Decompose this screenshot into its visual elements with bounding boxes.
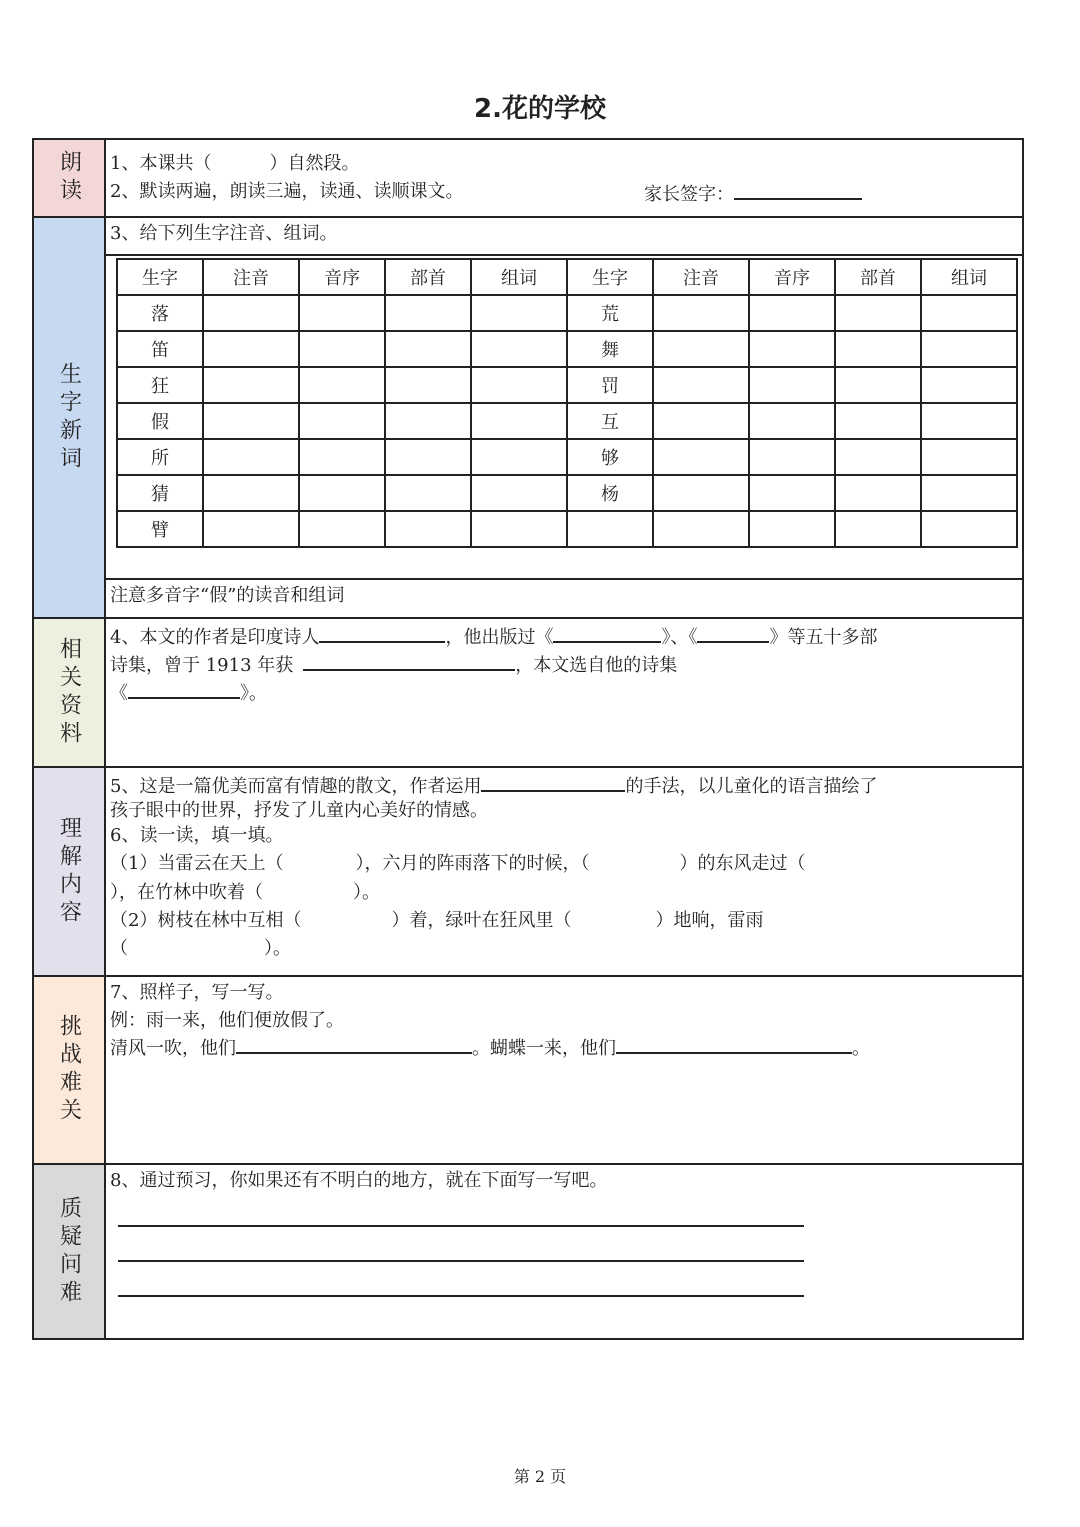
label-shengzi-text: 生字新词 bbox=[56, 361, 82, 474]
answer-cell[interactable] bbox=[299, 367, 385, 403]
answer-cell[interactable] bbox=[835, 331, 921, 367]
answer-cell[interactable] bbox=[749, 403, 835, 439]
header-cell: 生字 bbox=[117, 259, 203, 295]
char-cell: 狂 bbox=[117, 367, 203, 403]
label-zhiyi-text: 质疑问难 bbox=[56, 1195, 82, 1308]
table-row bbox=[117, 475, 1017, 511]
section-langdu bbox=[34, 140, 1022, 218]
answer-cell[interactable] bbox=[835, 439, 921, 475]
question-line-1[interactable] bbox=[118, 1225, 804, 1227]
table-header-row bbox=[117, 259, 1017, 295]
label-tiaozhan-text: 挑战难关 bbox=[56, 1014, 82, 1126]
answer-cell[interactable] bbox=[471, 403, 567, 439]
answer-cell[interactable] bbox=[653, 511, 749, 547]
langdu-line2 bbox=[110, 180, 463, 204]
lijie-l6-b: ）着，绿叶在狂风里（ bbox=[391, 910, 572, 931]
ziliao-l1-d: 》等五十多部 bbox=[769, 627, 878, 648]
tiaozhan-example: 例：雨一来，他们便放假了。 bbox=[110, 1010, 344, 1031]
content-zhiyi bbox=[106, 1165, 1022, 1338]
ziliao-l1-a: 4、本文的作者是印度诗人 bbox=[110, 627, 320, 648]
parent-sign-label: 家长签字： bbox=[644, 184, 734, 205]
content-shengzi bbox=[106, 218, 1022, 617]
label-langdu bbox=[34, 140, 106, 216]
lijie-l6-c: ）地响，雷雨 bbox=[655, 910, 764, 931]
char-cell: 罚 bbox=[567, 367, 653, 403]
langdu-line2-text: 2、默读两遍，朗读三遍，读通、读顺课文。 bbox=[110, 181, 464, 202]
answer-cell[interactable] bbox=[299, 331, 385, 367]
ziliao-l1-b: ，他出版过《 bbox=[445, 627, 554, 648]
lijie-line4 bbox=[110, 852, 805, 876]
lijie-line6 bbox=[110, 909, 763, 933]
question-line-3[interactable] bbox=[118, 1295, 804, 1297]
lijie-l4-a: （1）当雷云在天上（ bbox=[110, 853, 284, 874]
ziliao-line1 bbox=[110, 623, 877, 650]
section-shengzi bbox=[34, 218, 1022, 619]
question-line-2[interactable] bbox=[118, 1260, 804, 1262]
table-row bbox=[117, 511, 1017, 547]
answer-cell[interactable] bbox=[385, 403, 471, 439]
answer-cell[interactable] bbox=[299, 403, 385, 439]
content-ziliao bbox=[106, 619, 1022, 766]
label-zhiyi bbox=[34, 1165, 106, 1338]
shengzi-instruction: 3、给下列生字注音、组词。 bbox=[110, 223, 338, 244]
answer-cell[interactable] bbox=[203, 511, 299, 547]
lijie-line1 bbox=[110, 772, 877, 799]
header-cell: 音序 bbox=[749, 259, 835, 295]
char-cell: 杨 bbox=[567, 475, 653, 511]
ziliao-l2-a: 诗集，曾于 1913 年获 bbox=[110, 655, 294, 676]
section-ziliao bbox=[34, 619, 1022, 768]
header-cell: 部首 bbox=[385, 259, 471, 295]
answer-cell[interactable] bbox=[749, 295, 835, 331]
answer-cell[interactable] bbox=[385, 475, 471, 511]
answer-cell[interactable] bbox=[921, 439, 1017, 475]
section-lijie bbox=[34, 768, 1022, 977]
answer-cell[interactable] bbox=[471, 367, 567, 403]
tiaozhan-line1: 7、照样子，写一写。 bbox=[110, 982, 284, 1003]
char-cell: 猜 bbox=[117, 475, 203, 511]
ziliao-l1-c: 》、《 bbox=[661, 627, 698, 648]
header-cell: 组词 bbox=[921, 259, 1017, 295]
prize-line[interactable] bbox=[303, 651, 515, 671]
answer-cell[interactable] bbox=[653, 367, 749, 403]
header-cell: 组词 bbox=[471, 259, 567, 295]
tiaozhan-l3-c: 。 bbox=[852, 1038, 870, 1059]
answer-cell[interactable] bbox=[921, 475, 1017, 511]
char-cell bbox=[567, 511, 653, 547]
answer-cell[interactable] bbox=[299, 439, 385, 475]
answer-cell[interactable] bbox=[385, 511, 471, 547]
content-lijie bbox=[106, 768, 1022, 975]
char-cell: 臂 bbox=[117, 511, 203, 547]
answer-cell[interactable] bbox=[299, 295, 385, 331]
book1-line[interactable] bbox=[553, 623, 661, 643]
answer-cell[interactable] bbox=[749, 367, 835, 403]
polyphone-note: 注意多音字“假”的读音和组词 bbox=[110, 585, 345, 606]
collection-line[interactable] bbox=[128, 679, 240, 699]
table-row bbox=[117, 439, 1017, 475]
answer-cell[interactable] bbox=[749, 511, 835, 547]
answer-cell[interactable] bbox=[299, 511, 385, 547]
label-ziliao-text: 相关资料 bbox=[56, 636, 82, 749]
worksheet bbox=[32, 138, 1024, 1340]
parent-sign bbox=[644, 180, 862, 207]
page-title: 2.花的学校 bbox=[474, 94, 606, 124]
langdu-line1-a: 1、本课共（ bbox=[110, 153, 212, 174]
lijie-l1-a: 5、这是一篇优美而富有情趣的散文，作者运用 bbox=[110, 776, 482, 797]
instruction-divider bbox=[106, 254, 1022, 256]
lijie-line2: 孩子眼中的世界，抒发了儿童内心美好的情感。 bbox=[110, 800, 488, 821]
sentence-line-2[interactable] bbox=[616, 1034, 852, 1054]
label-ziliao bbox=[34, 619, 106, 766]
note-divider bbox=[106, 578, 1022, 580]
answer-cell[interactable] bbox=[921, 511, 1017, 547]
table-row bbox=[117, 331, 1017, 367]
answer-cell[interactable] bbox=[385, 331, 471, 367]
langdu-line1-b: ）自然段。 bbox=[269, 153, 360, 174]
answer-cell[interactable] bbox=[653, 403, 749, 439]
answer-cell[interactable] bbox=[835, 403, 921, 439]
lijie-l7-b: ）。 bbox=[264, 938, 291, 959]
lijie-line7 bbox=[110, 937, 291, 961]
table-row bbox=[117, 367, 1017, 403]
ziliao-l2-b: ，本文选自他的诗集 bbox=[515, 655, 678, 676]
answer-cell[interactable] bbox=[299, 475, 385, 511]
answer-cell[interactable] bbox=[921, 331, 1017, 367]
answer-cell[interactable] bbox=[749, 331, 835, 367]
label-langdu-text: 朗读 bbox=[56, 150, 82, 206]
label-lijie bbox=[34, 768, 106, 975]
lijie-line5 bbox=[110, 881, 380, 905]
table-row bbox=[117, 403, 1017, 439]
answer-cell[interactable] bbox=[749, 439, 835, 475]
answer-cell[interactable] bbox=[835, 511, 921, 547]
answer-cell[interactable] bbox=[653, 295, 749, 331]
answer-cell[interactable] bbox=[835, 367, 921, 403]
answer-cell[interactable] bbox=[653, 331, 749, 367]
char-cell: 落 bbox=[117, 295, 203, 331]
header-cell: 注音 bbox=[203, 259, 299, 295]
table-row bbox=[117, 295, 1017, 331]
label-shengzi bbox=[34, 218, 106, 617]
answer-cell[interactable] bbox=[749, 475, 835, 511]
char-cell: 互 bbox=[567, 403, 653, 439]
header-cell: 生字 bbox=[567, 259, 653, 295]
answer-cell[interactable] bbox=[471, 331, 567, 367]
answer-cell[interactable] bbox=[385, 295, 471, 331]
char-cell: 所 bbox=[117, 439, 203, 475]
langdu-line1 bbox=[110, 152, 359, 176]
book2-line[interactable] bbox=[697, 623, 769, 643]
answer-cell[interactable] bbox=[203, 331, 299, 367]
answer-cell[interactable] bbox=[921, 403, 1017, 439]
ziliao-line2 bbox=[110, 651, 677, 678]
tiaozhan-line3 bbox=[110, 1034, 870, 1061]
ziliao-l3-b: 》。 bbox=[240, 683, 267, 704]
zhiyi-line1: 8、通过预习，你如果还有不明白的地方，就在下面写一写吧。 bbox=[110, 1170, 608, 1191]
answer-cell[interactable] bbox=[203, 475, 299, 511]
char-cell: 假 bbox=[117, 403, 203, 439]
answer-cell[interactable] bbox=[385, 439, 471, 475]
answer-cell[interactable] bbox=[653, 439, 749, 475]
answer-cell[interactable] bbox=[835, 295, 921, 331]
ziliao-l3-a: 《 bbox=[110, 683, 128, 704]
header-cell: 注音 bbox=[653, 259, 749, 295]
lijie-l7-a: （ bbox=[110, 938, 128, 959]
lijie-l4-c: ）的东风走过（ bbox=[679, 853, 806, 874]
answer-cell[interactable] bbox=[471, 511, 567, 547]
label-lijie-text: 理解内容 bbox=[56, 815, 82, 928]
header-cell: 部首 bbox=[835, 259, 921, 295]
lijie-l5-b: ）。 bbox=[353, 882, 380, 903]
tiaozhan-l3-b: 。蝴蝶一来，他们 bbox=[472, 1038, 616, 1059]
section-zhiyi bbox=[34, 1165, 1022, 1338]
ziliao-line3 bbox=[110, 679, 267, 706]
content-tiaozhan bbox=[106, 977, 1022, 1163]
answer-cell[interactable] bbox=[471, 475, 567, 511]
lijie-l4-b: ），六月的阵雨落下的时候，（ bbox=[355, 853, 590, 874]
answer-cell[interactable] bbox=[921, 295, 1017, 331]
section-tiaozhan bbox=[34, 977, 1022, 1165]
tiaozhan-l3-a: 清风一吹，他们 bbox=[110, 1038, 236, 1059]
answer-cell[interactable] bbox=[471, 295, 567, 331]
char-cell: 够 bbox=[567, 439, 653, 475]
label-tiaozhan bbox=[34, 977, 106, 1163]
header-cell: 音序 bbox=[299, 259, 385, 295]
lijie-l5-a: ），在竹林中吹着（ bbox=[110, 882, 263, 903]
answer-cell[interactable] bbox=[203, 295, 299, 331]
technique-line[interactable] bbox=[481, 772, 625, 792]
answer-cell[interactable] bbox=[203, 403, 299, 439]
char-cell: 荒 bbox=[567, 295, 653, 331]
answer-cell[interactable] bbox=[203, 439, 299, 475]
answer-cell[interactable] bbox=[835, 475, 921, 511]
answer-cell[interactable] bbox=[203, 367, 299, 403]
char-cell: 舞 bbox=[567, 331, 653, 367]
answer-cell[interactable] bbox=[385, 367, 471, 403]
char-cell: 笛 bbox=[117, 331, 203, 367]
page-number: 第 2 页 bbox=[513, 1467, 567, 1486]
answer-cell[interactable] bbox=[471, 439, 567, 475]
lijie-line3: 6、读一读，填一填。 bbox=[110, 825, 284, 846]
content-langdu bbox=[106, 140, 1022, 216]
character-table bbox=[116, 258, 1018, 548]
lijie-l1-b: 的手法，以儿童化的语言描绘了 bbox=[625, 776, 878, 797]
answer-cell[interactable] bbox=[653, 475, 749, 511]
parent-sign-line[interactable] bbox=[734, 180, 862, 200]
lijie-l6-a: （2）树枝在林中互相（ bbox=[110, 910, 302, 931]
answer-cell[interactable] bbox=[921, 367, 1017, 403]
poet-name-line[interactable] bbox=[319, 623, 445, 643]
sentence-line-1[interactable] bbox=[236, 1034, 472, 1054]
